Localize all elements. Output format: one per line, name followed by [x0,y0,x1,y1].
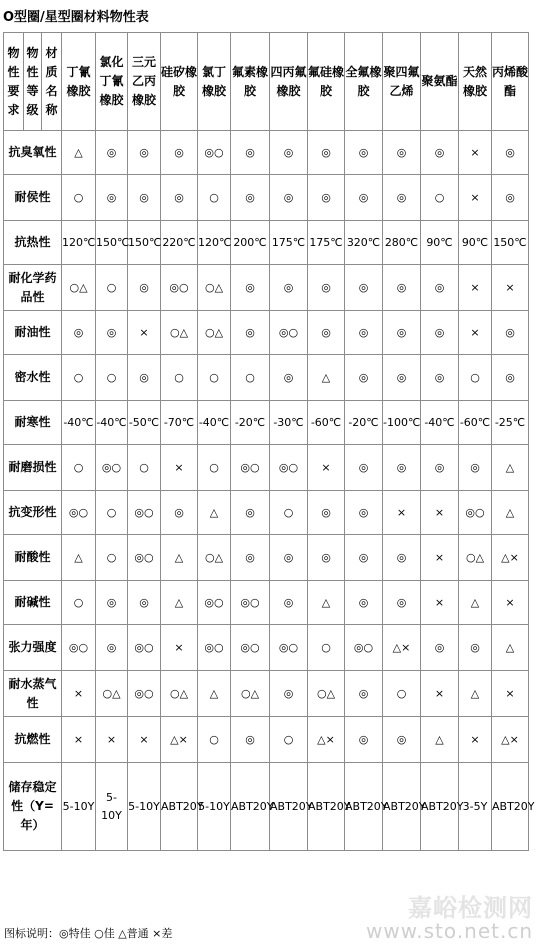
corner-header-cell: 物性等级 [24,33,42,131]
table-cell: ◎○ [128,671,161,717]
table-cell: ◎ [128,355,161,401]
table-cell: ◎○ [231,581,270,625]
table-cell: -25℃ [492,401,529,445]
table-cell: × [459,175,492,221]
table-cell: ○ [62,175,96,221]
table-cell: ◎○ [198,581,231,625]
table-cell: △ [492,625,529,671]
table-cell: -40℃ [96,401,128,445]
row-label: 储存稳定性（Y=年） [4,763,62,851]
table-cell: ◎ [459,625,492,671]
table-cell: 320℃ [345,221,383,265]
material-header-cell: 四丙氟橡胶 [270,33,308,131]
table-cell: ○ [96,491,128,535]
table-cell: ◎ [421,445,459,491]
table-cell: ◎ [161,491,198,535]
table-cell: ◎○ [270,625,308,671]
table-body [4,131,535,851]
table-cell: ABT20Y [421,763,459,851]
table-cell: ◎ [383,535,421,581]
table-cell: ○ [270,717,308,763]
table-cell: ◎ [421,265,459,311]
table-cell: ABT20Y [231,763,270,851]
table-cell: 3-5Y [459,763,492,851]
table-cell: ◎ [308,311,345,355]
table-cell: × [161,625,198,671]
table-cell: △ [161,581,198,625]
table-cell: × [421,491,459,535]
material-header-cell: 聚氨酯 [421,33,459,131]
material-header-cell: 全氟橡胶 [345,33,383,131]
row-label: 抗变形性 [4,491,62,535]
table-cell: △ [459,671,492,717]
table-cell: ○ [96,535,128,581]
table-cell: × [62,717,96,763]
corner-header-cell: 材质名称 [42,33,62,131]
table-cell: ◎ [345,445,383,491]
table-cell: △ [198,491,231,535]
table-row [4,671,529,717]
material-header-cell: 氟素橡胶 [231,33,270,131]
table-cell: ◎ [345,265,383,311]
table-cell: × [421,535,459,581]
table-cell: ◎ [270,355,308,401]
table-cell: ◎ [231,131,270,175]
table-cell: ◎ [231,175,270,221]
table-cell: ◎ [345,671,383,717]
table-cell: △ [161,535,198,581]
material-header-cell: 三元乙丙橡胶 [128,33,161,131]
table-cell: 175℃ [270,221,308,265]
table-cell: ○△ [308,671,345,717]
table-cell: ○△ [198,311,231,355]
table-cell: ◎ [308,265,345,311]
table-cell: ○△ [161,671,198,717]
table-cell: △ [308,355,345,401]
material-header-cell: 氟硅橡胶 [308,33,345,131]
table-cell: ◎ [421,311,459,355]
table-cell: ◎ [96,625,128,671]
table-cell: ○△ [231,671,270,717]
table-cell: 150℃ [96,221,128,265]
table-cell: ◎ [270,265,308,311]
table-row [4,175,529,221]
table-cell: × [459,131,492,175]
table-cell: ◎ [231,535,270,581]
table-cell: × [459,717,492,763]
table-row [4,131,529,175]
table-cell: ◎ [421,355,459,401]
watermark-cn: 嘉峪检测网 [408,894,533,922]
table-cell: ◎○ [270,311,308,355]
table-cell: △ [421,717,459,763]
table-cell: 120℃ [62,221,96,265]
table-cell: ◎○ [459,491,492,535]
table-cell: ◎○ [62,625,96,671]
page-title: O型圈/星型圈材料物性表 [3,10,149,25]
table-row [4,221,529,265]
table-cell: ◎ [383,445,421,491]
table-cell: ○△ [161,311,198,355]
table-cell: ○ [421,175,459,221]
table-cell: × [308,445,345,491]
table-cell: -100℃ [383,401,421,445]
table-cell: ◎ [231,717,270,763]
table-cell: ABT20Y [308,763,345,851]
table-cell: ○ [62,355,96,401]
table-cell: ◎○ [161,265,198,311]
table-cell: ◎ [383,131,421,175]
table-cell: 150℃ [492,221,529,265]
table-row [4,265,529,311]
table-cell: ○ [96,265,128,311]
table-cell: ○△ [198,265,231,311]
table-cell: △× [161,717,198,763]
table-cell: 5-10Y [198,763,231,851]
table-cell: ◎ [96,581,128,625]
table-cell: -40℃ [421,401,459,445]
table-cell: ◎ [128,175,161,221]
table-cell: × [492,265,529,311]
table-cell: × [383,491,421,535]
table-cell: ◎ [345,491,383,535]
table-cell: ○△ [62,265,96,311]
table-cell: × [62,671,96,717]
row-label: 耐寒性 [4,401,62,445]
table-cell: ◎ [270,535,308,581]
material-header-cell: 硅矽橡胶 [161,33,198,131]
table-cell: ◎ [421,625,459,671]
table-cell: △ [308,581,345,625]
table-cell: ◎ [345,131,383,175]
table-cell: ○ [198,717,231,763]
table-cell: -70℃ [161,401,198,445]
table-cell: △× [383,625,421,671]
table-cell: △ [459,581,492,625]
table-cell: ◎ [62,311,96,355]
table-cell: 280℃ [383,221,421,265]
table-cell: ◎ [345,581,383,625]
material-properties-table [3,32,535,851]
table-cell: ◎ [270,131,308,175]
table-cell: -60℃ [308,401,345,445]
icon-legend: 图标说明：◎特佳 ○佳 △普通 ×差 [4,927,173,940]
table-cell: ◎ [345,175,383,221]
table-cell: -40℃ [198,401,231,445]
table-cell: ○ [62,581,96,625]
table-cell: 90℃ [459,221,492,265]
table-row [4,401,529,445]
table-cell: ○ [198,355,231,401]
table-cell: ◎○ [270,445,308,491]
table-cell: ◎ [421,131,459,175]
table-row [4,625,529,671]
table-cell: ◎ [231,311,270,355]
table-cell: ◎○ [62,491,96,535]
table-cell: -40℃ [62,401,96,445]
table-cell: -30℃ [270,401,308,445]
row-label: 密水性 [4,355,62,401]
row-label: 耐侯性 [4,175,62,221]
table-cell: ○△ [96,671,128,717]
table-row [4,445,529,491]
table-cell: ○ [161,355,198,401]
table-cell: 175℃ [308,221,345,265]
table-cell: 150℃ [128,221,161,265]
table-cell: ABT20Y [345,763,383,851]
table-cell: ◎○ [96,445,128,491]
row-label: 耐化学药品性 [4,265,62,311]
table-cell: 5-10Y [128,763,161,851]
table-cell: -20℃ [345,401,383,445]
table-cell: ◎ [308,535,345,581]
table-cell: ◎ [96,131,128,175]
table-cell: ◎ [383,717,421,763]
table-cell: △× [308,717,345,763]
table-cell: ◎ [383,311,421,355]
table-cell: 120℃ [198,221,231,265]
table-cell: ◎ [492,175,529,221]
header-row [4,33,529,131]
material-header-cell: 丁氰橡胶 [62,33,96,131]
table-cell: ◎ [231,265,270,311]
table-cell: ◎○ [231,625,270,671]
table-cell: ◎ [308,175,345,221]
table-row [4,717,529,763]
table-cell: ABT20Y [270,763,308,851]
table-cell: ○ [231,355,270,401]
table-cell: ◎ [492,311,529,355]
table-cell: × [492,581,529,625]
table-cell: △ [492,491,529,535]
table-cell: ◎ [492,355,529,401]
table-cell: ◎ [96,311,128,355]
table-row [4,311,529,355]
table-cell: ◎ [383,355,421,401]
material-header-cell: 氯化丁氰橡胶 [96,33,128,131]
table-cell: ◎ [459,445,492,491]
table-cell: △× [492,717,529,763]
table-row [4,581,529,625]
watermark-url: www.sto.net.cn [366,919,533,943]
table-cell: ◎ [383,175,421,221]
table-cell: ◎○ [198,625,231,671]
table-cell: ◎ [383,265,421,311]
watermark [366,888,533,943]
row-label: 抗燃性 [4,717,62,763]
table-cell: △ [198,671,231,717]
row-label: 耐磨损性 [4,445,62,491]
table-row [4,535,529,581]
table-cell: -20℃ [231,401,270,445]
table-cell: × [492,671,529,717]
table-cell: ◎ [161,175,198,221]
table-cell: ◎○ [345,625,383,671]
table-cell: 5-10Y [62,763,96,851]
table-cell: × [161,445,198,491]
table-cell: ◎○ [231,445,270,491]
table-cell: 5-10Y [96,763,128,851]
table-cell: ◎○ [128,491,161,535]
table-cell: 200℃ [231,221,270,265]
table-cell: × [128,311,161,355]
table-cell: ◎ [128,581,161,625]
table-cell: ◎ [308,491,345,535]
table-cell: 220℃ [161,221,198,265]
material-header-cell: 丙烯酸酯 [492,33,529,131]
table-cell: 90℃ [421,221,459,265]
table-row [4,763,529,851]
table-cell: ◎ [383,581,421,625]
row-label: 耐水蒸气性 [4,671,62,717]
table-cell: ◎ [270,581,308,625]
table-cell: ◎○ [128,625,161,671]
table-cell: ◎ [270,175,308,221]
table-cell: ◎ [96,175,128,221]
table-cell: ○ [198,445,231,491]
table-row [4,491,529,535]
table-cell: × [96,717,128,763]
table-cell: ◎ [128,265,161,311]
table-cell: ○ [96,355,128,401]
table-cell: ◎ [345,535,383,581]
row-label: 抗臭氧性 [4,131,62,175]
table-cell: ◎○ [128,535,161,581]
table-cell: ◎ [128,131,161,175]
material-header-cell: 天然橡胶 [459,33,492,131]
table-cell: × [128,717,161,763]
table-cell: ○ [383,671,421,717]
table-cell: ◎ [308,131,345,175]
table-cell: ○△ [198,535,231,581]
table-cell: ◎ [231,491,270,535]
table-cell: -50℃ [128,401,161,445]
table-cell: × [459,265,492,311]
table-cell: ABT20Y [161,763,198,851]
table-cell: ABT20Y [383,763,421,851]
material-header-cell: 聚四氟乙烯 [383,33,421,131]
corner-header-cell: 物性要求 [4,33,24,131]
row-label: 耐酸性 [4,535,62,581]
table-cell: ◎ [345,311,383,355]
table-cell: △ [492,445,529,491]
table-cell: ○△ [459,535,492,581]
row-label: 抗热性 [4,221,62,265]
table-cell: -60℃ [459,401,492,445]
table-cell: △× [492,535,529,581]
table-cell: ○ [198,175,231,221]
table-cell: ◎ [345,355,383,401]
table-cell: × [459,311,492,355]
row-label: 耐油性 [4,311,62,355]
table-cell: × [421,671,459,717]
table-cell: ○ [270,491,308,535]
table-cell: ◎ [270,671,308,717]
table-cell: ABT20Y [492,763,529,851]
table-row [4,355,529,401]
table-cell: △ [62,535,96,581]
table-cell: ○ [128,445,161,491]
table-cell: ○ [459,355,492,401]
row-label: 耐碱性 [4,581,62,625]
table-cell: ◎ [345,717,383,763]
table-cell: ○ [62,445,96,491]
table-cell: ◎ [492,131,529,175]
table-cell: ◎○ [198,131,231,175]
row-label: 张力强度 [4,625,62,671]
material-header-cell: 氯丁橡胶 [198,33,231,131]
table-cell: ◎ [161,131,198,175]
table-cell: ○ [308,625,345,671]
table-cell: △ [62,131,96,175]
table-cell: × [421,581,459,625]
